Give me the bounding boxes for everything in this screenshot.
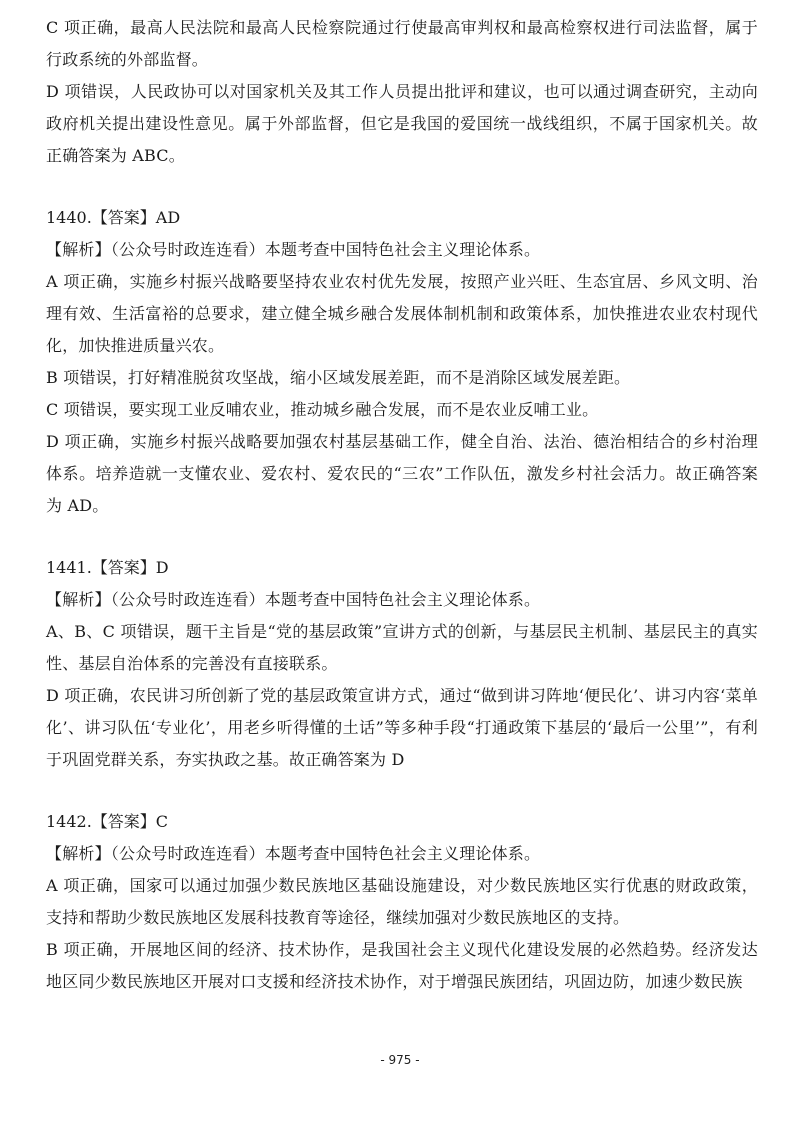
answer-heading: 1440.【答案】AD [46,208,181,227]
document-page [46,12,758,998]
intro-paragraph-d: D 项错误，人民政协可以对国家机关及其工作人员提出批评和建议，也可以通过调查研究，主动向政府机关提出建设性意见。属于外部监督，但它是我国的爱国统一战线组织，不属于国家机关。故正确答案为 ABC。 [46,82,758,165]
analysis-intro: 【解析】（公众号时政连连看）本题考查中国特色社会主义理论体系。 [46,590,541,609]
answer-heading: 1441.【答案】D [46,558,169,577]
option-abc-explanation: A、B、C 项错误，题干主旨是“党的基层政策”宣讲方式的创新，与基层民主机制、基层民主的真实性、基层自治体系的完善没有直接联系。 [46,622,758,673]
question-1442 [46,806,758,998]
section-gap [46,776,758,806]
intro-paragraph-c: C 项正确，最高人民法院和最高人民检察院通过行使最高审判权和最高检察权进行司法监督，属于行政系统的外部监督。 [46,18,758,69]
section-gap [46,172,758,202]
question-1440 [46,202,758,522]
analysis-intro: 【解析】（公众号时政连连看）本题考查中国特色社会主义理论体系。 [46,240,541,259]
option-b-explanation: B 项错误，打好精准脱贫攻坚战，缩小区域发展差距，而不是消除区域发展差距。 [46,368,631,387]
question-1441 [46,552,758,776]
analysis-intro: 【解析】（公众号时政连连看）本题考查中国特色社会主义理论体系。 [46,844,541,863]
option-c-explanation: C 项错误，要实现工业反哺农业，推动城乡融合发展，而不是农业反哺工业。 [46,400,599,419]
option-a-explanation: A 项正确，国家可以通过加强少数民族地区基础设施建设，对少数民族地区实行优惠的财政政策，支持和帮助少数民族地区发展科技教育等途径，继续加强对少数民族地区的支持。 [46,876,758,927]
answer-heading: 1442.【答案】C [46,812,169,831]
page-number: - 975 - [380,1053,420,1067]
option-d-explanation: D 项正确，实施乡村振兴战略要加强农村基层基础工作，健全自治、法治、德治相结合的乡村治理体系。培养造就一支懂农业、爱农村、爱农民的“三农”工作队伍，激发乡村社会活力。故正确答案为 AD。 [46,432,758,515]
option-a-explanation: A 项正确，实施乡村振兴战略要坚持农业农村优先发展，按照产业兴旺、生态宜居、乡风文明、治理有效、生活富裕的总要求，建立健全城乡融合发展体制机制和政策体系，加快推进农业农村现代化，加快推进质量兴农。 [46,272,758,355]
option-b-explanation: B 项正确，开展地区间的经济、技术协作，是我国社会主义现代化建设发展的必然趋势。经济发达地区同少数民族地区开展对口支援和经济技术协作，对于增强民族团结，巩固边防，加速少数民族 [46,940,758,991]
section-gap [46,522,758,552]
option-d-explanation: D 项正确，农民讲习所创新了党的基层政策宣讲方式，通过“做到讲习阵地‘便民化’、讲习内容‘菜单化’、讲习队伍‘专业化’，用老乡听得懂的土话”等多种手段“打通政策下基层的‘最后一公里’”，有利于巩固党群关系，夯实执政之基。故正确答案为 D [46,686,758,769]
